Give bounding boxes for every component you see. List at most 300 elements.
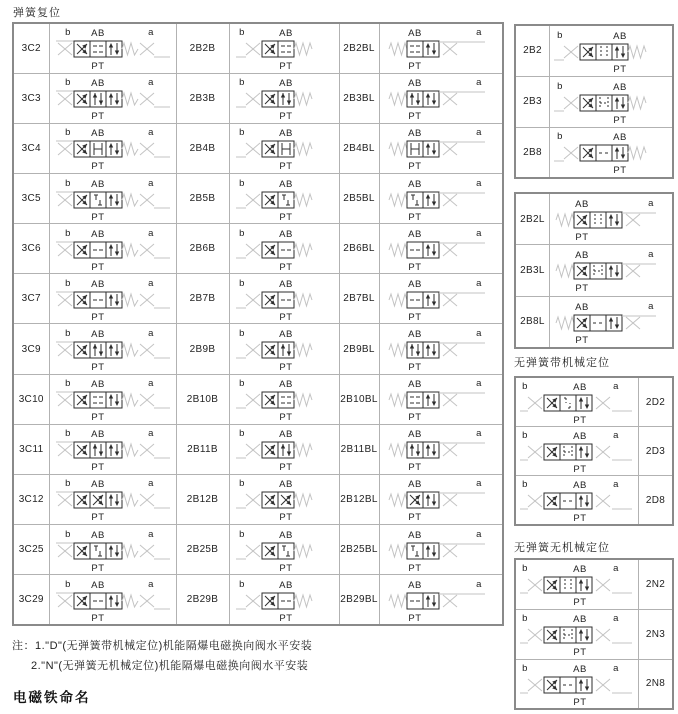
valve-symbol-drawing bbox=[518, 476, 636, 524]
table-row bbox=[13, 173, 503, 223]
model-code-2b7b: 2B7B bbox=[176, 274, 229, 324]
model-code-3c4: 3C4 bbox=[13, 123, 49, 173]
valve-symbol-3c7 bbox=[49, 274, 176, 324]
label-b: b bbox=[239, 77, 245, 89]
valve-symbol-drawing bbox=[518, 660, 636, 708]
table-row bbox=[515, 659, 673, 709]
table-row bbox=[13, 274, 503, 324]
label-b: b bbox=[239, 127, 245, 139]
valve-symbol-2b10bl bbox=[379, 374, 503, 424]
table-row bbox=[13, 23, 503, 73]
valve-symbol-drawing bbox=[385, 325, 497, 373]
label-ab: AB bbox=[90, 579, 105, 591]
valve-symbol-2n3 bbox=[515, 609, 639, 659]
valve-symbol-2b3b bbox=[229, 73, 339, 123]
model-code-2b5bl: 2B5BL bbox=[339, 173, 379, 223]
table-row bbox=[13, 374, 503, 424]
label-b: b bbox=[522, 479, 528, 491]
label-b: b bbox=[557, 80, 563, 92]
label-ab: AB bbox=[90, 28, 105, 40]
model-code-2n8: 2N8 bbox=[639, 659, 673, 709]
spring-return-table bbox=[12, 22, 504, 626]
label-pt: PT bbox=[408, 362, 422, 374]
label-ab: AB bbox=[90, 529, 105, 541]
label-a: a bbox=[475, 378, 482, 390]
model-code-2b25bl: 2B25BL bbox=[339, 525, 379, 575]
model-code-2n3: 2N3 bbox=[639, 609, 673, 659]
model-code-2b10b: 2B10B bbox=[176, 374, 229, 424]
label-pt: PT bbox=[408, 261, 422, 273]
label-pt: PT bbox=[279, 311, 293, 323]
model-code-2b4bl: 2B4BL bbox=[339, 123, 379, 173]
table-row bbox=[13, 525, 503, 575]
label-pt: PT bbox=[408, 412, 422, 424]
valve-symbol-drawing bbox=[385, 74, 497, 122]
valve-symbol-2d2 bbox=[515, 377, 639, 427]
label-a: a bbox=[147, 77, 154, 89]
label-b: b bbox=[64, 328, 71, 340]
valve-symbol-2b25b bbox=[229, 525, 339, 575]
no-detent-table-2n bbox=[514, 558, 674, 710]
valve-symbol-drawing bbox=[385, 375, 497, 423]
label-pt: PT bbox=[90, 111, 105, 123]
valve-symbol-drawing bbox=[552, 246, 670, 294]
label-a: a bbox=[475, 277, 482, 289]
label-ab: AB bbox=[279, 379, 293, 391]
label-ab: AB bbox=[279, 579, 293, 591]
model-code-2b9b: 2B9B bbox=[176, 324, 229, 374]
label-ab: AB bbox=[575, 199, 589, 211]
model-code-2b11bl: 2B11BL bbox=[339, 424, 379, 474]
valve-symbol-2b7b bbox=[229, 274, 339, 324]
label-ab: AB bbox=[279, 228, 293, 240]
label-a: a bbox=[613, 563, 619, 575]
valve-symbol-drawing bbox=[54, 74, 172, 122]
label-b: b bbox=[239, 277, 245, 289]
valve-symbol-drawing bbox=[552, 298, 670, 346]
label-b: b bbox=[239, 528, 245, 540]
label-pt: PT bbox=[279, 61, 293, 73]
label-ab: AB bbox=[90, 479, 105, 491]
valve-symbol-drawing bbox=[552, 128, 670, 176]
model-code-2b29bl: 2B29BL bbox=[339, 575, 379, 625]
valve-symbol-drawing bbox=[54, 576, 172, 624]
valve-symbol-2b7bl bbox=[379, 274, 503, 324]
valve-symbol-2b4b bbox=[229, 123, 339, 173]
label-pt: PT bbox=[575, 232, 589, 244]
valve-symbol-2b12b bbox=[229, 474, 339, 524]
label-a: a bbox=[147, 227, 154, 239]
valve-symbol-2b29bl bbox=[379, 575, 503, 625]
valve-symbol-2n8 bbox=[515, 659, 639, 709]
valve-symbol-2b9bl bbox=[379, 324, 503, 374]
label-ab: AB bbox=[90, 78, 105, 90]
label-b: b bbox=[557, 29, 563, 41]
section-title-no-detent: 无弹簧无机械定位 bbox=[514, 542, 610, 554]
valve-symbol-drawing bbox=[232, 24, 336, 72]
label-b: b bbox=[64, 528, 71, 540]
valve-symbol-3c4 bbox=[49, 123, 176, 173]
label-b: b bbox=[64, 27, 71, 39]
valve-symbol-2b2 bbox=[549, 25, 673, 76]
label-a: a bbox=[648, 198, 654, 210]
detent-table-2d bbox=[514, 376, 674, 526]
label-ab: AB bbox=[279, 278, 293, 290]
valve-symbol-drawing bbox=[385, 225, 497, 273]
valve-symbol-2b29b bbox=[229, 575, 339, 625]
valve-symbol-2b5b bbox=[229, 173, 339, 223]
model-code-2b2bl: 2B2BL bbox=[339, 23, 379, 73]
label-ab: AB bbox=[90, 178, 105, 190]
model-code-2n2: 2N2 bbox=[639, 559, 673, 609]
label-ab: AB bbox=[407, 329, 422, 341]
label-b: b bbox=[239, 478, 245, 490]
valve-symbol-drawing bbox=[232, 175, 336, 223]
label-pt: PT bbox=[408, 111, 422, 123]
section-title-detent: 无弹簧带机械定位 bbox=[514, 357, 610, 369]
model-code-2b9bl: 2B9BL bbox=[339, 324, 379, 374]
table-row bbox=[515, 76, 673, 127]
valve-symbol-2b3l bbox=[549, 245, 673, 297]
label-pt: PT bbox=[279, 261, 293, 273]
valve-symbol-drawing bbox=[232, 576, 336, 624]
label-a: a bbox=[613, 479, 619, 491]
label-ab: AB bbox=[575, 250, 589, 262]
valve-symbol-drawing bbox=[54, 275, 172, 323]
label-b: b bbox=[522, 613, 528, 624]
label-b: b bbox=[522, 381, 528, 392]
label-pt: PT bbox=[573, 464, 587, 476]
label-ab: AB bbox=[407, 128, 422, 140]
model-code-2b3bl: 2B3BL bbox=[339, 73, 379, 123]
valve-symbol-3c25 bbox=[49, 525, 176, 575]
label-pt: PT bbox=[408, 612, 422, 624]
label-a: a bbox=[147, 277, 154, 289]
valve-symbol-drawing bbox=[518, 560, 636, 608]
valve-symbol-2b3 bbox=[549, 76, 673, 127]
model-code-2b12bl: 2B12BL bbox=[339, 474, 379, 524]
label-a: a bbox=[147, 127, 154, 139]
label-ab: AB bbox=[407, 78, 422, 90]
valve-symbol-2b8 bbox=[549, 127, 673, 178]
model-code-3c6: 3C6 bbox=[13, 224, 49, 274]
model-code-3c25: 3C25 bbox=[13, 525, 49, 575]
label-ab: AB bbox=[279, 178, 293, 190]
label-b: b bbox=[522, 430, 528, 442]
valve-symbol-drawing bbox=[232, 74, 336, 122]
label-a: a bbox=[613, 430, 619, 442]
model-code-3c9: 3C9 bbox=[13, 324, 49, 374]
heading-solenoid-naming: 电磁铁命名 bbox=[13, 690, 91, 705]
label-a: a bbox=[648, 300, 654, 312]
label-pt: PT bbox=[90, 562, 105, 574]
label-ab: AB bbox=[613, 30, 627, 42]
valve-symbol-3c2 bbox=[49, 23, 176, 73]
label-ab: AB bbox=[573, 480, 587, 492]
label-ab: AB bbox=[575, 301, 589, 313]
label-pt: PT bbox=[279, 562, 293, 574]
valve-symbol-drawing bbox=[518, 427, 636, 475]
valve-symbol-drawing bbox=[54, 175, 172, 223]
label-pt: PT bbox=[279, 111, 293, 123]
label-b: b bbox=[64, 77, 71, 89]
section-title-spring-return: 弹簧复位 bbox=[13, 7, 61, 19]
label-a: a bbox=[475, 27, 482, 39]
model-code-3c3: 3C3 bbox=[13, 73, 49, 123]
table-row bbox=[515, 245, 673, 297]
valve-symbol-2d3 bbox=[515, 427, 639, 476]
valve-symbol-2b8l bbox=[549, 296, 673, 348]
valve-symbol-drawing bbox=[385, 475, 497, 523]
model-code-2b12b: 2B12B bbox=[176, 474, 229, 524]
label-b: b bbox=[522, 563, 528, 575]
model-code-2b11b: 2B11B bbox=[176, 424, 229, 474]
label-a: a bbox=[147, 328, 154, 340]
label-ab: AB bbox=[613, 132, 627, 144]
label-b: b bbox=[64, 478, 71, 490]
valve-symbol-drawing bbox=[54, 526, 172, 574]
valve-symbol-drawing bbox=[232, 375, 336, 423]
label-b: b bbox=[522, 662, 528, 674]
valve-symbol-drawing bbox=[385, 24, 497, 72]
label-ab: AB bbox=[407, 429, 422, 441]
label-ab: AB bbox=[573, 382, 587, 393]
valve-symbol-3c11 bbox=[49, 424, 176, 474]
label-ab: AB bbox=[613, 81, 627, 93]
label-pt: PT bbox=[573, 415, 587, 426]
model-code-2b3: 2B3 bbox=[515, 76, 549, 127]
label-ab: AB bbox=[90, 429, 105, 441]
note-line-2: 2."N"(无弹簧无机械定位)机能隔爆电磁换向阀水平安装 bbox=[31, 660, 309, 672]
label-ab: AB bbox=[90, 379, 105, 391]
valve-symbol-2b6bl bbox=[379, 224, 503, 274]
label-ab: AB bbox=[90, 128, 105, 140]
label-pt: PT bbox=[279, 362, 293, 374]
valve-symbol-drawing bbox=[232, 526, 336, 574]
model-code-2b25b: 2B25B bbox=[176, 525, 229, 575]
label-a: a bbox=[147, 177, 154, 189]
label-pt: PT bbox=[90, 211, 105, 223]
label-pt: PT bbox=[279, 612, 293, 624]
valve-symbol-3c12 bbox=[49, 474, 176, 524]
valve-symbol-3c29 bbox=[49, 575, 176, 625]
label-ab: AB bbox=[407, 178, 422, 190]
label-pt: PT bbox=[408, 61, 422, 73]
label-pt: PT bbox=[279, 161, 293, 173]
valve-symbol-drawing bbox=[385, 526, 497, 574]
label-ab: AB bbox=[90, 278, 105, 290]
valve-symbol-2b12bl bbox=[379, 474, 503, 524]
model-code-2b6b: 2B6B bbox=[176, 224, 229, 274]
model-code-3c11: 3C11 bbox=[13, 424, 49, 474]
table-row bbox=[515, 377, 673, 427]
label-ab: AB bbox=[279, 429, 293, 441]
label-a: a bbox=[475, 528, 482, 540]
label-b: b bbox=[239, 27, 245, 39]
label-ab: AB bbox=[573, 614, 587, 625]
valve-symbol-drawing bbox=[232, 275, 336, 323]
label-ab: AB bbox=[279, 529, 293, 541]
valve-symbol-drawing bbox=[385, 175, 497, 223]
valve-symbol-drawing bbox=[518, 378, 636, 426]
valve-symbol-2b5bl bbox=[379, 173, 503, 223]
valve-symbol-drawing bbox=[552, 27, 670, 75]
label-b: b bbox=[64, 127, 71, 139]
valve-symbol-drawing bbox=[54, 375, 172, 423]
model-code-3c7: 3C7 bbox=[13, 274, 49, 324]
label-a: a bbox=[475, 127, 482, 139]
label-a: a bbox=[475, 328, 482, 340]
valve-symbol-drawing bbox=[385, 576, 497, 624]
label-pt: PT bbox=[573, 647, 587, 658]
label-ab: AB bbox=[573, 564, 587, 576]
label-pt: PT bbox=[279, 512, 293, 524]
label-b: b bbox=[64, 578, 71, 590]
valve-symbol-drawing bbox=[232, 124, 336, 172]
valve-symbol-drawing bbox=[54, 325, 172, 373]
label-b: b bbox=[64, 277, 71, 289]
label-a: a bbox=[475, 227, 482, 239]
valve-symbol-3c3 bbox=[49, 73, 176, 123]
model-code-2b10bl: 2B10BL bbox=[339, 374, 379, 424]
label-ab: AB bbox=[407, 228, 422, 240]
label-b: b bbox=[239, 378, 245, 390]
model-code-2b3l: 2B3L bbox=[515, 245, 549, 297]
label-pt: PT bbox=[279, 462, 293, 474]
label-b: b bbox=[557, 131, 563, 143]
label-pt: PT bbox=[408, 512, 422, 524]
valve-symbol-2n2 bbox=[515, 559, 639, 609]
label-ab: AB bbox=[407, 579, 422, 591]
label-pt: PT bbox=[613, 63, 627, 75]
table-row bbox=[515, 193, 673, 245]
table-row bbox=[13, 123, 503, 173]
valve-symbol-drawing bbox=[552, 78, 670, 126]
table-row bbox=[13, 224, 503, 274]
valve-symbol-drawing bbox=[232, 475, 336, 523]
label-pt: PT bbox=[613, 114, 627, 126]
valve-symbol-2b3bl bbox=[379, 73, 503, 123]
label-pt: PT bbox=[90, 362, 105, 374]
valve-symbol-2b2bl bbox=[379, 23, 503, 73]
label-a: a bbox=[613, 662, 619, 674]
valve-symbol-drawing bbox=[385, 124, 497, 172]
label-b: b bbox=[239, 328, 245, 340]
table-row bbox=[515, 25, 673, 76]
label-ab: AB bbox=[573, 431, 587, 443]
label-pt: PT bbox=[573, 696, 587, 708]
label-ab: AB bbox=[279, 329, 293, 341]
valve-symbol-3c10 bbox=[49, 374, 176, 424]
label-a: a bbox=[147, 27, 154, 39]
table-row bbox=[515, 127, 673, 178]
label-pt: PT bbox=[279, 412, 293, 424]
label-pt: PT bbox=[90, 612, 105, 624]
label-pt: PT bbox=[90, 261, 105, 273]
table-row bbox=[515, 559, 673, 609]
label-pt: PT bbox=[408, 311, 422, 323]
model-code-2b4b: 2B4B bbox=[176, 123, 229, 173]
table-row bbox=[13, 424, 503, 474]
label-ab: AB bbox=[407, 529, 422, 541]
model-code-2b2b: 2B2B bbox=[176, 23, 229, 73]
label-ab: AB bbox=[573, 663, 587, 675]
label-a: a bbox=[147, 478, 154, 490]
valve-symbol-drawing bbox=[518, 610, 636, 658]
valve-symbol-2b4bl bbox=[379, 123, 503, 173]
label-ab: AB bbox=[90, 329, 105, 341]
model-code-3c29: 3C29 bbox=[13, 575, 49, 625]
label-a: a bbox=[475, 177, 482, 189]
valve-symbol-drawing bbox=[54, 475, 172, 523]
label-b: b bbox=[64, 177, 71, 189]
model-code-2b6bl: 2B6BL bbox=[339, 224, 379, 274]
label-a: a bbox=[147, 528, 154, 540]
label-ab: AB bbox=[279, 78, 293, 90]
valve-symbol-drawing bbox=[54, 425, 172, 473]
label-pt: PT bbox=[90, 512, 105, 524]
label-ab: AB bbox=[407, 278, 422, 290]
label-a: a bbox=[475, 478, 482, 490]
label-pt: PT bbox=[90, 61, 105, 73]
label-pt: PT bbox=[408, 211, 422, 223]
valve-symbol-drawing bbox=[385, 425, 497, 473]
note-line-1: 注：1."D"(无弹簧带机械定位)机能隔爆电磁换向阀水平安装 bbox=[12, 640, 313, 652]
table-row bbox=[515, 296, 673, 348]
model-code-2b7bl: 2B7BL bbox=[339, 274, 379, 324]
label-a: a bbox=[613, 613, 619, 624]
table-row bbox=[515, 476, 673, 526]
table-row bbox=[515, 427, 673, 476]
label-ab: AB bbox=[407, 28, 422, 40]
model-code-2b8: 2B8 bbox=[515, 127, 549, 178]
table-row bbox=[13, 73, 503, 123]
model-code-3c12: 3C12 bbox=[13, 474, 49, 524]
label-a: a bbox=[648, 249, 654, 261]
right-table-2bl bbox=[514, 192, 674, 349]
model-code-2d3: 2D3 bbox=[639, 427, 673, 476]
label-a: a bbox=[147, 378, 154, 390]
label-pt: PT bbox=[408, 562, 422, 574]
valve-symbol-drawing bbox=[54, 225, 172, 273]
valve-symbol-2b9b bbox=[229, 324, 339, 374]
model-code-2b8l: 2B8L bbox=[515, 296, 549, 348]
valve-symbol-2d8 bbox=[515, 476, 639, 526]
table-row bbox=[13, 474, 503, 524]
label-b: b bbox=[239, 428, 245, 440]
model-code-2b3b: 2B3B bbox=[176, 73, 229, 123]
valve-symbol-drawing bbox=[54, 124, 172, 172]
label-ab: AB bbox=[279, 28, 293, 40]
valve-symbol-2b25bl bbox=[379, 525, 503, 575]
valve-symbol-3c5 bbox=[49, 173, 176, 223]
label-a: a bbox=[475, 578, 482, 590]
table-row bbox=[13, 324, 503, 374]
model-code-2d8: 2D8 bbox=[639, 476, 673, 526]
model-code-3c5: 3C5 bbox=[13, 173, 49, 223]
label-b: b bbox=[239, 578, 245, 590]
valve-symbol-3c9 bbox=[49, 324, 176, 374]
model-code-2b2l: 2B2L bbox=[515, 193, 549, 245]
label-ab: AB bbox=[279, 479, 293, 491]
valve-symbol-drawing bbox=[232, 425, 336, 473]
valve-symbol-2b11bl bbox=[379, 424, 503, 474]
valve-symbol-drawing bbox=[552, 195, 670, 243]
label-ab: AB bbox=[407, 479, 422, 491]
valve-symbol-2b11b bbox=[229, 424, 339, 474]
model-code-2b2: 2B2 bbox=[515, 25, 549, 76]
valve-symbol-2b2l bbox=[549, 193, 673, 245]
